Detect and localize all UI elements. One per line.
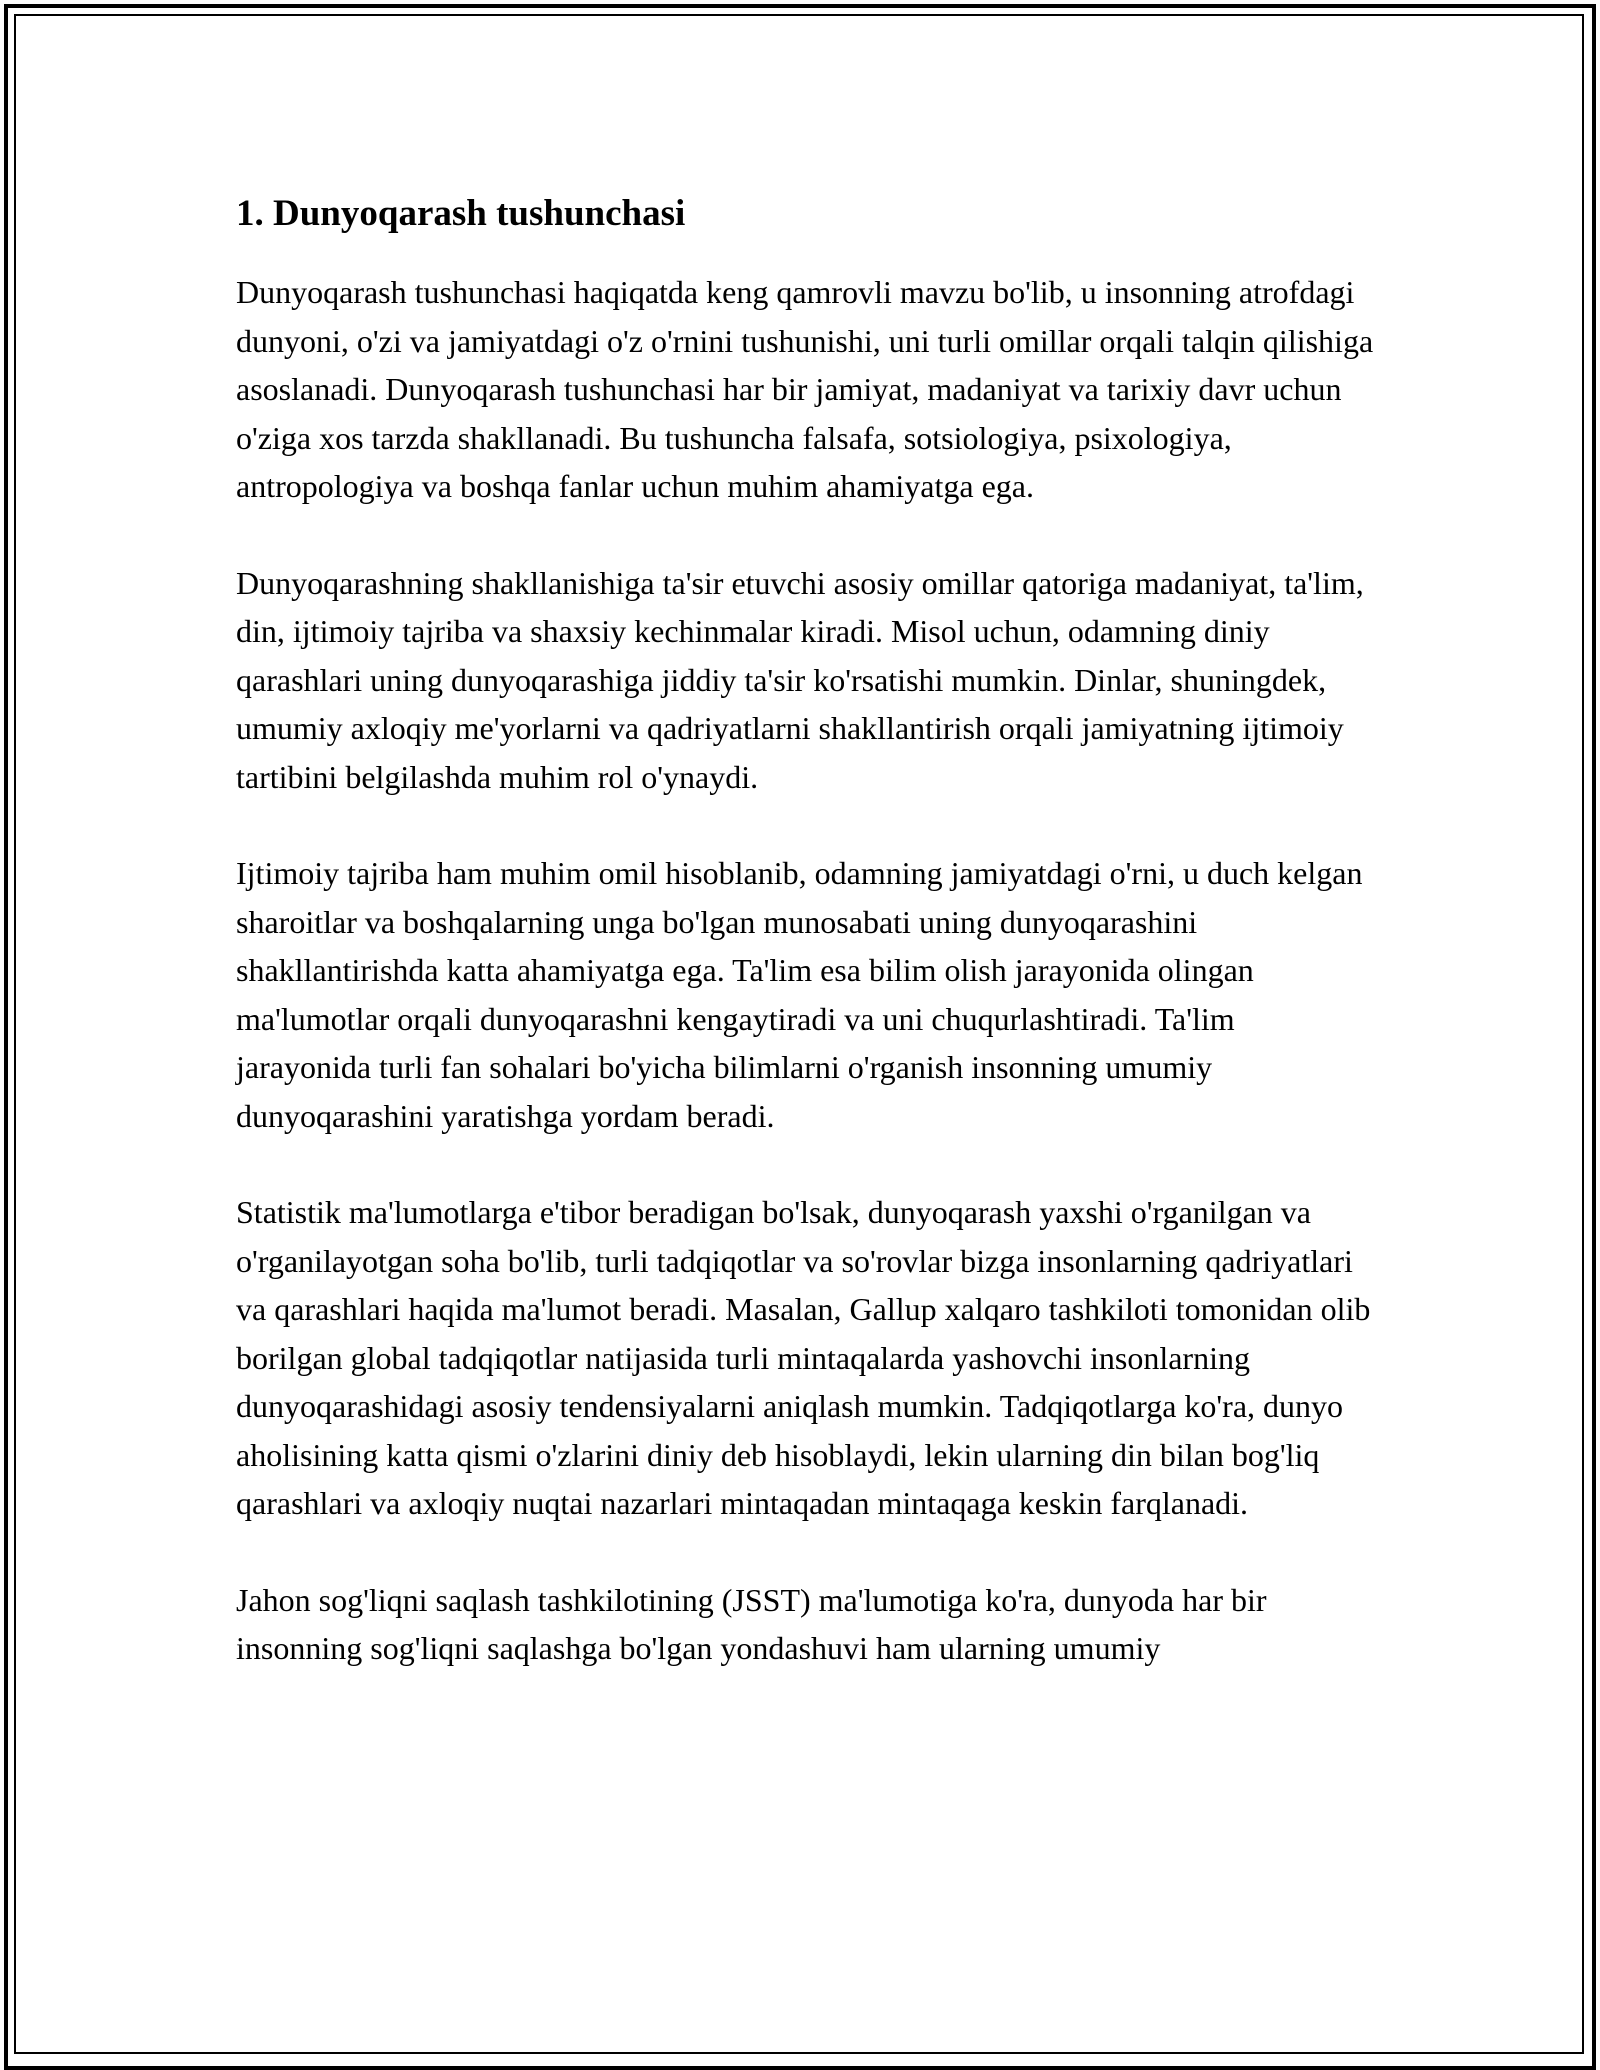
paragraph-3: Ijtimoiy tajriba ham muhim omil hisoblanib, odamning jamiyatdagi o'rni, u duch kelgan sharoitlar va boshqalarning unga bo'lgan munosabati uning dunyoqarashini shakllantirishda katta ahamiyatga ega. Ta'lim esa bilim olish jarayonida olingan ma'lumotlar orqali dunyoqarashni kengaytiradi va uni chuqurlashtiradi. Ta'lim jarayonida turli fan sohalari bo'yicha bilimlarni o'rganish insonning umumiy dunyoqarashini yaratishga yordam beradi. bbox=[236, 855, 1363, 1134]
section-heading: 1. Dunyoqarash tushunchasi bbox=[236, 193, 686, 234]
paragraph-4: Statistik ma'lumotlarga e'tibor beradigan bo'lsak, dunyoqarash yaxshi o'rganilgan va o'rganilayotgan soha bo'lib, turli tadqiqotlar va so'rovlar bizga insonlarning qadriyatlari va qarashlari haqida ma'lumot beradi. Masalan, Gallup xalqaro tashkiloti tomonidan olib borilgan global tadqiqotlar natijasida turli mintaqalarda yashovchi insonlarning dunyoqarashidagi asosiy tendensiyalarni aniqlash mumkin. Tadqiqotlarga ko'ra, dunyo aholisining katta qismi o'zlarini diniy deb hisoblaydi, lekin ularning din bilan bog'liq qarashlari va axloqiy nuqtai nazarlari mintaqadan mintaqaga keskin farqlanadi. bbox=[236, 1194, 1371, 1521]
document-body bbox=[236, 188, 1376, 1721]
paragraph-5: Jahon sog'liqni saqlash tashkilotining (JSST) ma'lumotiga ko'ra, dunyoda har bir insonning sog'liqni saqlashga bo'lgan yondashuvi ham ularning umumiy bbox=[236, 1581, 1267, 1666]
paragraph-1: Dunyoqarash tushunchasi haqiqatda keng qamrovli mavzu bo'lib, u insonning atrofdagi dunyoni, o'zi va jamiyatdagi o'z o'rnini tushunishi, uni turli omillar orqali talqin qilishiga asoslanadi. Dunyoqarash tushunchasi har bir jamiyat, madaniyat va tarixiy davr uchun o'ziga xos tarzda shakllanadi. Bu tushuncha falsafa, sotsiologiya, psixologiya, antropologiya va boshqa fanlar uchun muhim ahamiyatga ega. bbox=[236, 274, 1374, 504]
paragraph-2: Dunyoqarashning shakllanishiga ta'sir etuvchi asosiy omillar qatoriga madaniyat, ta'lim, din, ijtimoiy tajriba va shaxsiy kechinmalar kiradi. Misol uchun, odamning diniy qarashlari uning dunyoqarashiga jiddiy ta'sir ko'rsatishi mumkin. Dinlar, shuningdek, umumiy axloqiy me'yorlarni va qadriyatlarni shakllantirish orqali jamiyatning ijtimoiy tartibini belgilashda muhim rol o'ynaydi. bbox=[236, 564, 1364, 795]
